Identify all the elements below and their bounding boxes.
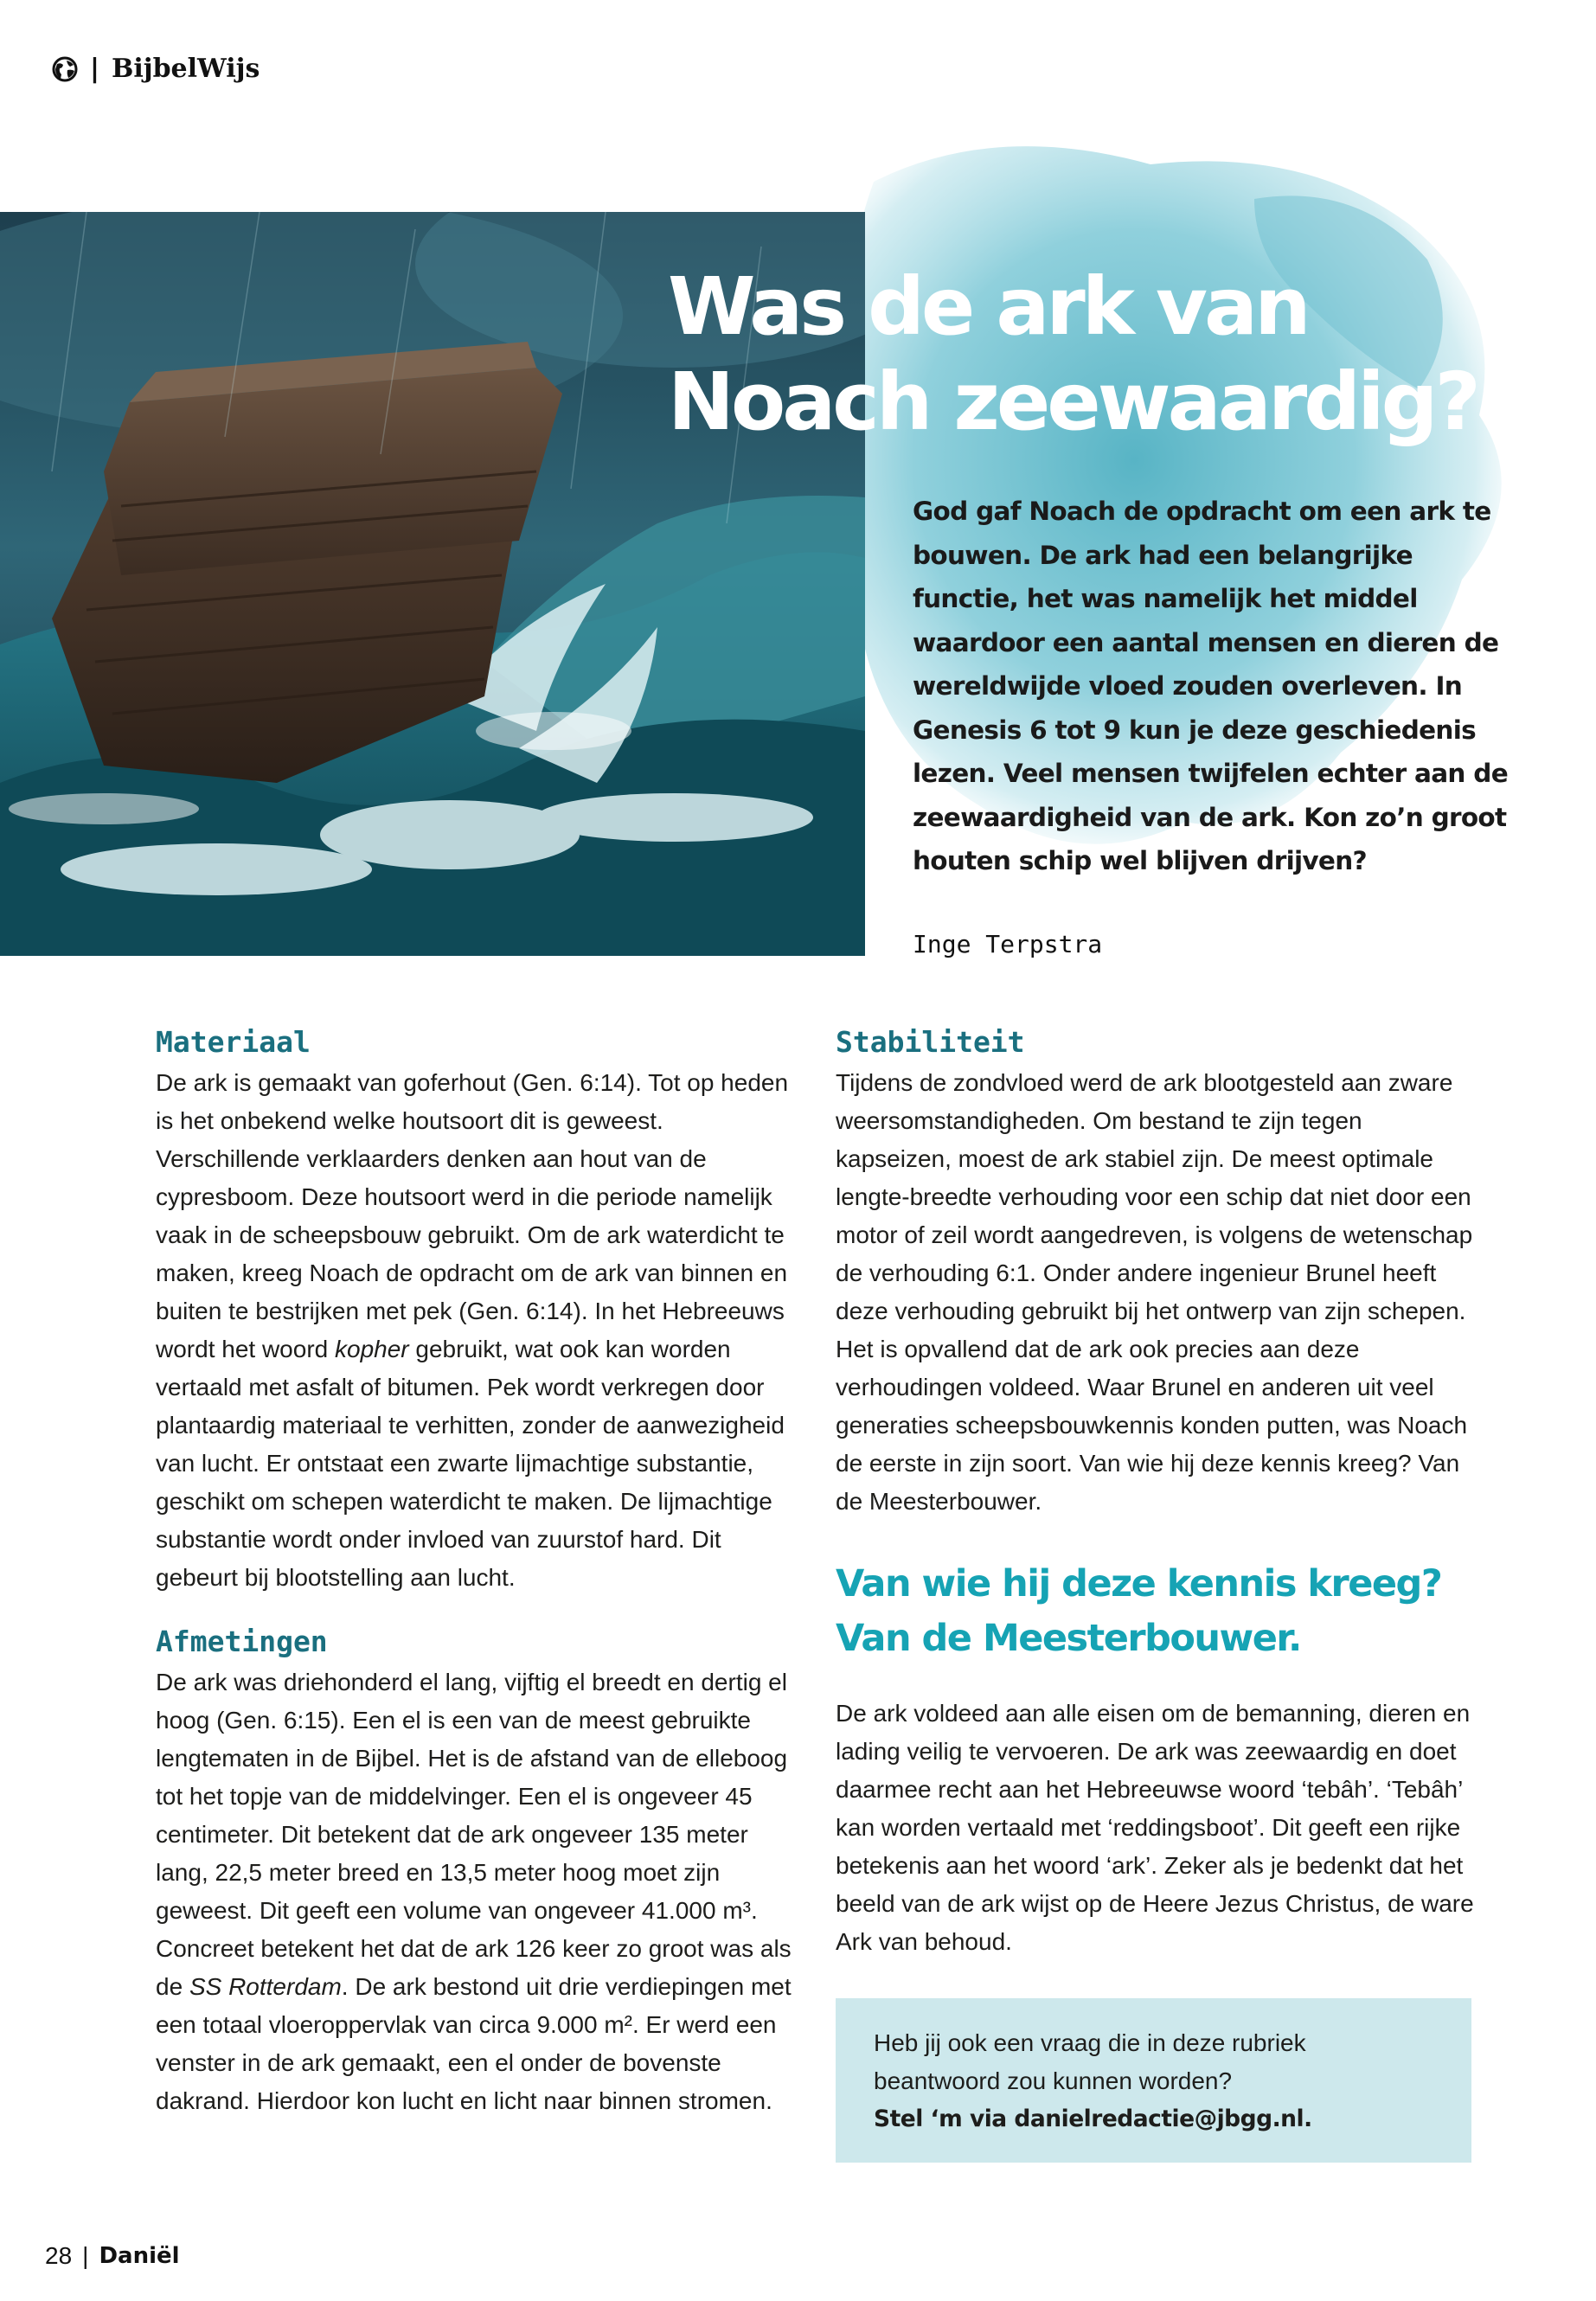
question-callout	[836, 1998, 1471, 2163]
section-heading-afmetingen: Afmetingen	[156, 1625, 328, 1658]
globe-icon	[52, 56, 78, 82]
article-intro: God gaf Noach de opdracht om een ark te bouwen. De ark had een belangrijke functie, het was namelijk het middel waardoor een aantal mensen en dieren de wereldwijde vloed zouden overleven. In Genesis 6 tot 9 kun je deze geschiedenis lezen. Veel mensen twijfelen echter aan de zeewaardigheid van de ark. Kon zo’n groot houten schip wel blijven drijven?	[913, 497, 1509, 875]
callout-email: Stel ‘m via danielredactie@jbgg.nl.	[874, 2106, 1312, 2132]
page-number: 28	[45, 2242, 73, 2269]
article-title: Was de ark van Noach zeewaardig?	[668, 260, 1477, 448]
footer-separator: |	[82, 2242, 89, 2269]
section-text-stabiliteit: Tijdens de zondvloed werd de ark blootgesteld aan zware weersomstandigheden. Om bestand te zijn tegen kapseizen, moest de ark stabiel zijn. De meest optimale lengte-breedte verhouding voor een schip dat niet door een motor of zeil wordt aangedreven, is volgens de wetenschap de verhouding 6:1. Onder andere ingenieur Brunel heeft deze verhouding gebruikt bij het ontwerp van zijn schepen. Het is opvallend dat de ark ook precies aan deze verhoudingen voldeed. Waar Brunel en anderen uit veel generaties scheepsbouwkennis konden putten, was Noach de eerste in zijn soort. Van wie hij deze kennis kreeg? Van de Meesterbouwer.	[836, 1069, 1473, 1515]
section-text-conclusion: De ark voldeed aan alle eisen om de bemanning, dieren en lading veilig te vervoeren. De ark was zeewaardig en doet daarmee recht aan het Hebreeuwse woord ‘tebâh’. ‘Tebâh’ kan worden vertaald met ‘reddingsboot’. Dit geeft een rijke betekenis aan het woord ‘ark’. Zeker als je bedenkt dat het beeld van de ark wijst op de Heere Jezus Christus, de ware Ark van behoud.	[836, 1700, 1474, 1955]
page-footer	[45, 2242, 180, 2270]
pull-quote: Van wie hij deze kennis kreeg? Van de Meesterbouwer.	[836, 1562, 1442, 1660]
section-heading-stabiliteit: Stabiliteit	[836, 1025, 1025, 1059]
right-column	[836, 1021, 1476, 1961]
section-text-afmetingen: De ark was driehonderd el lang, vijftig el breedt en dertig el hoog (Gen. 6:15). Een el is een van de meest gebruikte lengtematen in de Bijbel. Het is de afstand van de elleboog tot het topje van de middelvinger. Een el is ongeveer 45 centimeter. Dit betekent dat de ark ongeveer 135 meter lang, 22,5 meter breed en 13,5 meter hoog moet zijn geweest. Dit geeft een volume van ongeveer 41.000 m³. Concreet betekent het dat de ark 126 keer zo groot was als de SS Rotterdam. De ark bestond uit drie verdiepingen met een totaal vloeroppervlak van circa 9.000 m². Er werd een venster in de ark gemaakt, een el onder de bovenste dakrand. Hierdoor kon lucht en licht naar binnen stromen.	[156, 1669, 792, 2114]
section-heading-materiaal: Materiaal	[156, 1025, 311, 1059]
page-header	[52, 54, 260, 84]
section-brand: BijbelWijs	[111, 54, 260, 84]
magazine-name: Daniël	[99, 2243, 180, 2269]
left-column	[156, 1021, 792, 2120]
section-text-materiaal: De ark is gemaakt van goferhout (Gen. 6:14). Tot op heden is het onbekend welke houtsoort dit is geweest. Verschillende verklaarders denken aan hout van de cypresboom. Deze houtsoort werd in die periode namelijk vaak in de scheepsbouw gebruikt. Om de ark waterdicht te maken, kreeg Noach de opdracht om de ark van binnen en buiten te bestrijken met pek (Gen. 6:14). In het Hebreeuws wordt het woord kopher gebruikt, wat ook kan worden vertaald met asfalt of bitumen. Pek wordt verkregen door plantaardig materiaal te verhitten, zonder de aanwezigheid van lucht. Er ontstaat een zwarte lijmachtige substantie, geschikt om schepen waterdicht te maken. De lijmachtige substantie wordt onder invloed van zuurstof hard. Dit gebeurt bij blootstelling aan lucht.	[156, 1069, 789, 1591]
article-author: Inge Terpstra	[913, 930, 1103, 958]
header-separator: |	[90, 54, 99, 84]
callout-text: Heb jij ook een vraag die in deze rubriek beantwoord zou kunnen worden?	[874, 2029, 1306, 2094]
